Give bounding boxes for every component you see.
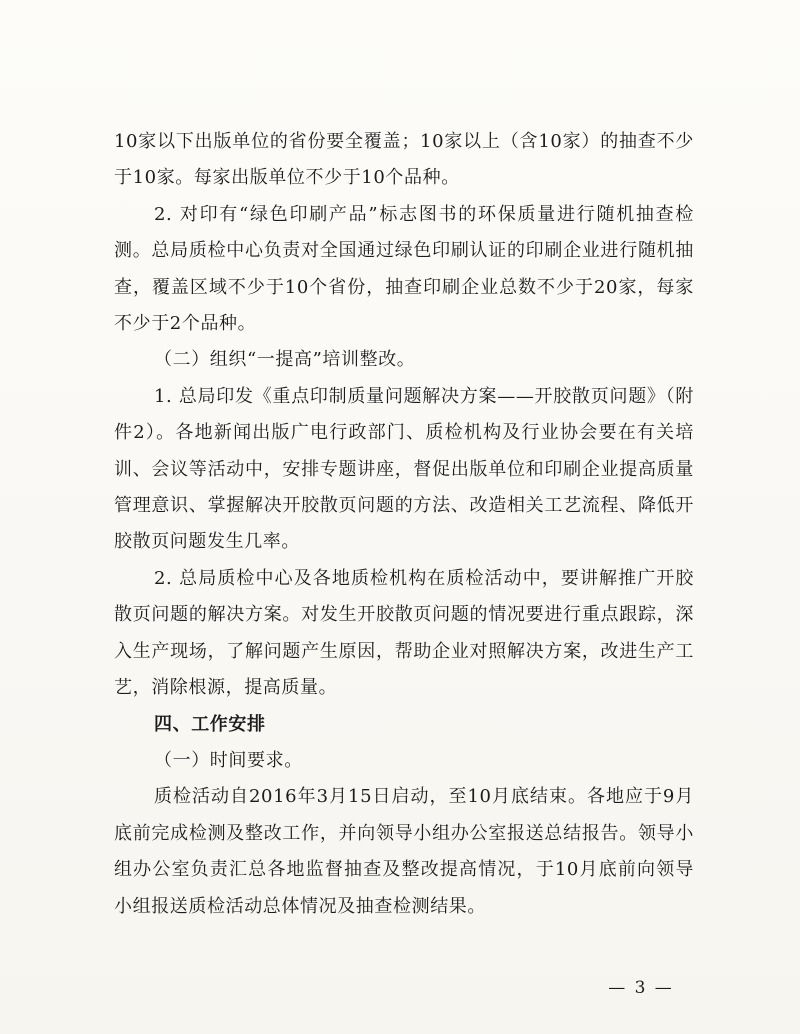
paragraph-5: 质检活动自2016年3月15日启动，至10月底结束。各地应于9月底前完成检测及整改工作，并向领导小组办公室报送总结报告。领导小组办公室负责汇总各地监督抽查及整改提高情况，于10月底前向领导小组报送质检活动总体情况及抽查检测结果。 — [114, 786, 694, 917]
paragraph-4: 2. 总局质检中心及各地质检机构在质检活动中，要讲解推广开胶散页问题的解决方案。对发生开胶散页问题的情况要进行重点跟踪，深入生产现场，了解问题产生原因，帮助企业对照解决方案，改进生产工艺，消除根源，提高质量。 — [114, 567, 694, 699]
subheading-2: （二）组织“一提高”培训整改。 — [154, 349, 416, 371]
page-number: — 3 — — [608, 978, 674, 998]
document-body — [114, 124, 694, 925]
subheading-time: （一）时间要求。 — [154, 749, 303, 771]
paragraph-2: 2. 对印有“绿色印刷产品”标志图书的环保质量进行随机抽查检测。总局质检中心负责对全国通过绿色印刷认证的印刷企业进行随机抽查，覆盖区域不少于10个省份，抽查印刷企业总数不少于20家，每家不少于2个品种。 — [114, 203, 694, 335]
paragraph-1: 10家以下出版单位的省份要全覆盖；10家以上（含10家）的抽查不少于10家。每家出版单位不少于10个品种。 — [114, 131, 694, 189]
section-heading-4: 四、工作安排 — [154, 713, 266, 735]
paragraph-3: 1. 总局印发《重点印制质量问题解决方案——开胶散页问题》（附件2）。各地新闻出版广电行政部门、质检机构及行业协会要在有关培训、会议等活动中，安排专题讲座，督促出版单位和印刷企业提高质量管理意识、掌握解决开胶散页问题的方法、改造相关工艺流程、降低开胶散页问题发生几率。 — [114, 385, 694, 553]
